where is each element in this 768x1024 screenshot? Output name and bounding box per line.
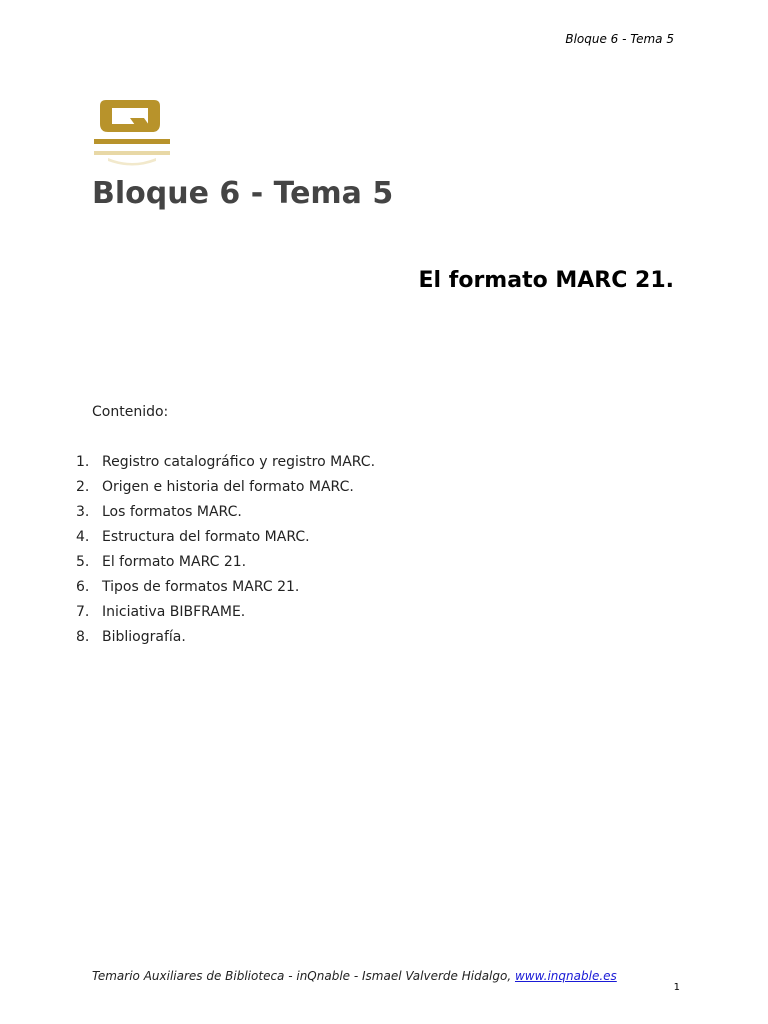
page-header: Bloque 6 - Tema 5 bbox=[565, 32, 674, 46]
toc-item bbox=[76, 576, 375, 601]
toc-item-number: 2. bbox=[76, 479, 90, 495]
contents-label: Contenido: bbox=[92, 404, 169, 420]
footer-credit: Temario Auxiliares de Biblioteca - inQnable - Ismael Valverde Hidalgo, bbox=[92, 969, 515, 983]
table-of-contents bbox=[76, 451, 375, 651]
page-footer bbox=[92, 969, 617, 983]
q-logo-svg bbox=[94, 94, 172, 172]
toc-item-number: 1. bbox=[76, 454, 90, 470]
toc-item-text: Estructura del formato MARC. bbox=[102, 529, 310, 545]
toc-item-number: 8. bbox=[76, 629, 90, 645]
toc-item-number: 3. bbox=[76, 504, 90, 520]
toc-item-text: Iniciativa BIBFRAME. bbox=[102, 604, 246, 620]
toc-item-number: 6. bbox=[76, 579, 90, 595]
page-title: Bloque 6 - Tema 5 bbox=[92, 176, 394, 211]
q-logo-icon bbox=[94, 94, 172, 172]
toc-item-text: Registro catalográfico y registro MARC. bbox=[102, 454, 376, 470]
toc-item bbox=[76, 526, 375, 551]
website-link[interactable]: www.inqnable.es bbox=[514, 969, 617, 983]
document-subtitle: El formato MARC 21. bbox=[418, 268, 674, 293]
toc-item bbox=[76, 451, 375, 476]
toc-item-text: Origen e historia del formato MARC. bbox=[102, 479, 354, 495]
toc-item-text: Bibliografía. bbox=[102, 629, 186, 645]
toc-item-text: El formato MARC 21. bbox=[102, 554, 247, 570]
toc-item bbox=[76, 476, 375, 501]
toc-item-text: Tipos de formatos MARC 21. bbox=[102, 579, 300, 595]
toc-item-number: 7. bbox=[76, 604, 90, 620]
toc-item-number: 4. bbox=[76, 529, 90, 545]
toc-item bbox=[76, 551, 375, 576]
page-number: 1 bbox=[673, 982, 680, 993]
toc-item-number: 5. bbox=[76, 554, 90, 570]
toc-item bbox=[76, 626, 375, 651]
toc-item-text: Los formatos MARC. bbox=[102, 504, 242, 520]
toc-item bbox=[76, 501, 375, 526]
toc-item bbox=[76, 601, 375, 626]
